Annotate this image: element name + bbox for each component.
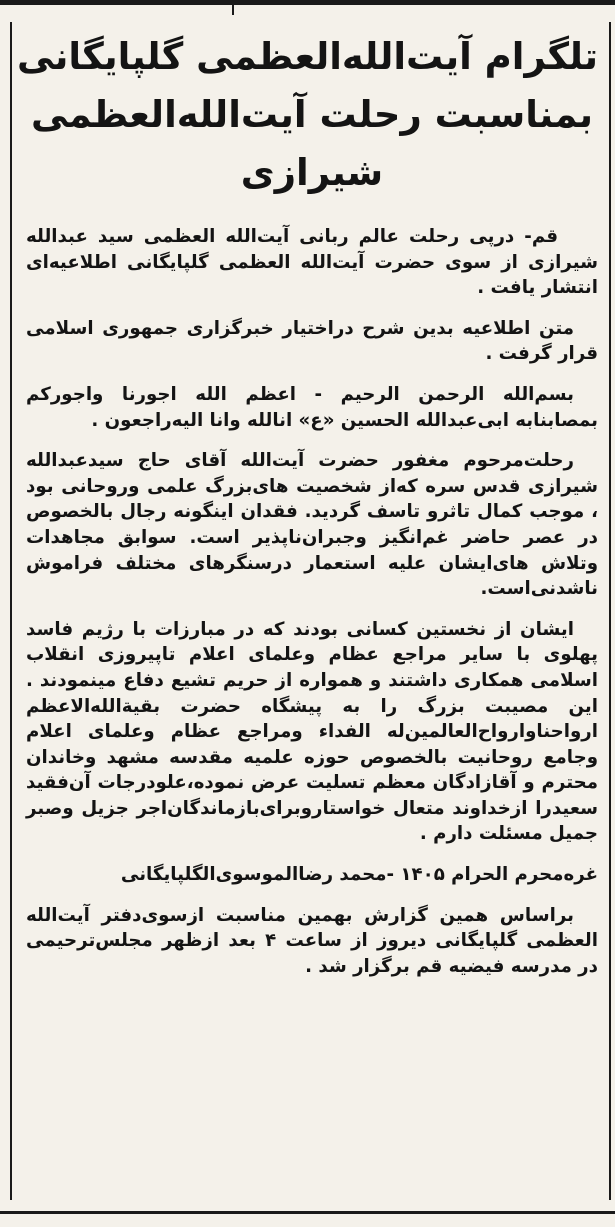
headline-line-1: تلگرام آیت‌الله‌العظمی گلپایگانی: [17, 35, 598, 78]
article: [17, 28, 598, 994]
bottom-rule: [0, 1211, 615, 1214]
paragraph-intro: قم- درپی رحلت عالم ربانی آیت‌الله العظمی سید عبدالله شیرازی از سوی حضرت آیت‌الله العظمی گلپایگانی اطلاعیه‌ای انتشار یافت .: [26, 226, 598, 299]
top-column-divider: [232, 5, 234, 15]
paragraph-bismillah: بسم‌الله الرحمن الرحیم - اعظم الله اجورنا واجورکم بمصابنابه ابی‌عبدالله الحسین «ع» انالله وانا الیه‌راجعون .: [26, 383, 598, 431]
headline: [17, 28, 598, 202]
headline-line-3: شیرازی: [240, 151, 384, 194]
top-rule: [0, 0, 615, 5]
signature-line: غره‌محرم الحرام ۱۴۰۵ -محمد رضاالموسوی‌الگلپایگانی: [120, 864, 598, 886]
headline-line-2: بمناسبت رحلت آیت‌الله‌العظمی: [31, 93, 593, 136]
paragraph-biography: ایشان از نخستین کسانی بودند که در مبارزات با رژیم فاسد پهلوی با سایر مراجع عظام وعلمای اعلام تاپیروزی انقلاب اسلامی همکاری داشتند و همواره از حریم تشیع دفاع مینمودند . این مصیبت بزرگ را به پیشگاه حضرت بقیةالله‌الاعظم ارواحناوارواح‌العالمین‌له الفداء ومراجع عظام وعلمای اعلام وجامع روحانیت بالخصوص حوزه علمیه مقدسه مشهد وخاندان محترم و آقازادگان معظم تسلیت عرض نموده،علودرجات آن‌فقید سعیدرا ازخداوند متعال خواستاروبرای‌بازماندگان‌اجر جزیل وصبر جمیل مسئلت دارم .: [26, 618, 598, 845]
paragraph-ceremony: براساس همین گزارش بهمین مناسبت ازسوی‌دفتر آیت‌الله العظمی گلپایگانی دیروز از ساعت ۴ بعد ازظهر مجلس‌ترحیمی در مدرسه فیضیه قم برگزار شد .: [26, 904, 598, 977]
paragraph-condolence: رحلت‌مرحوم مغفور حضرت آیت‌الله آقای حاج سیدعبدالله شیرازی قدس سره که‌از شخصیت های‌بزرگ علمی وروحانی بود ، موجب کمال تاثرو تاسف گردید. فقدان اینگونه رجال بالخصوص در عصر حاضر غم‌انگیز وجبران‌ناپذیر است. سوابق مجاهدات وتلاش های‌ایشان علیه استعمار درسنگرهای مختلف فراموش ناشدنی‌است.: [26, 450, 598, 600]
paragraph-announcement: متن اطلاعیه بدین شرح دراختیار خبرگزاری جمهوری اسلامی قرار گرفت .: [26, 317, 598, 365]
